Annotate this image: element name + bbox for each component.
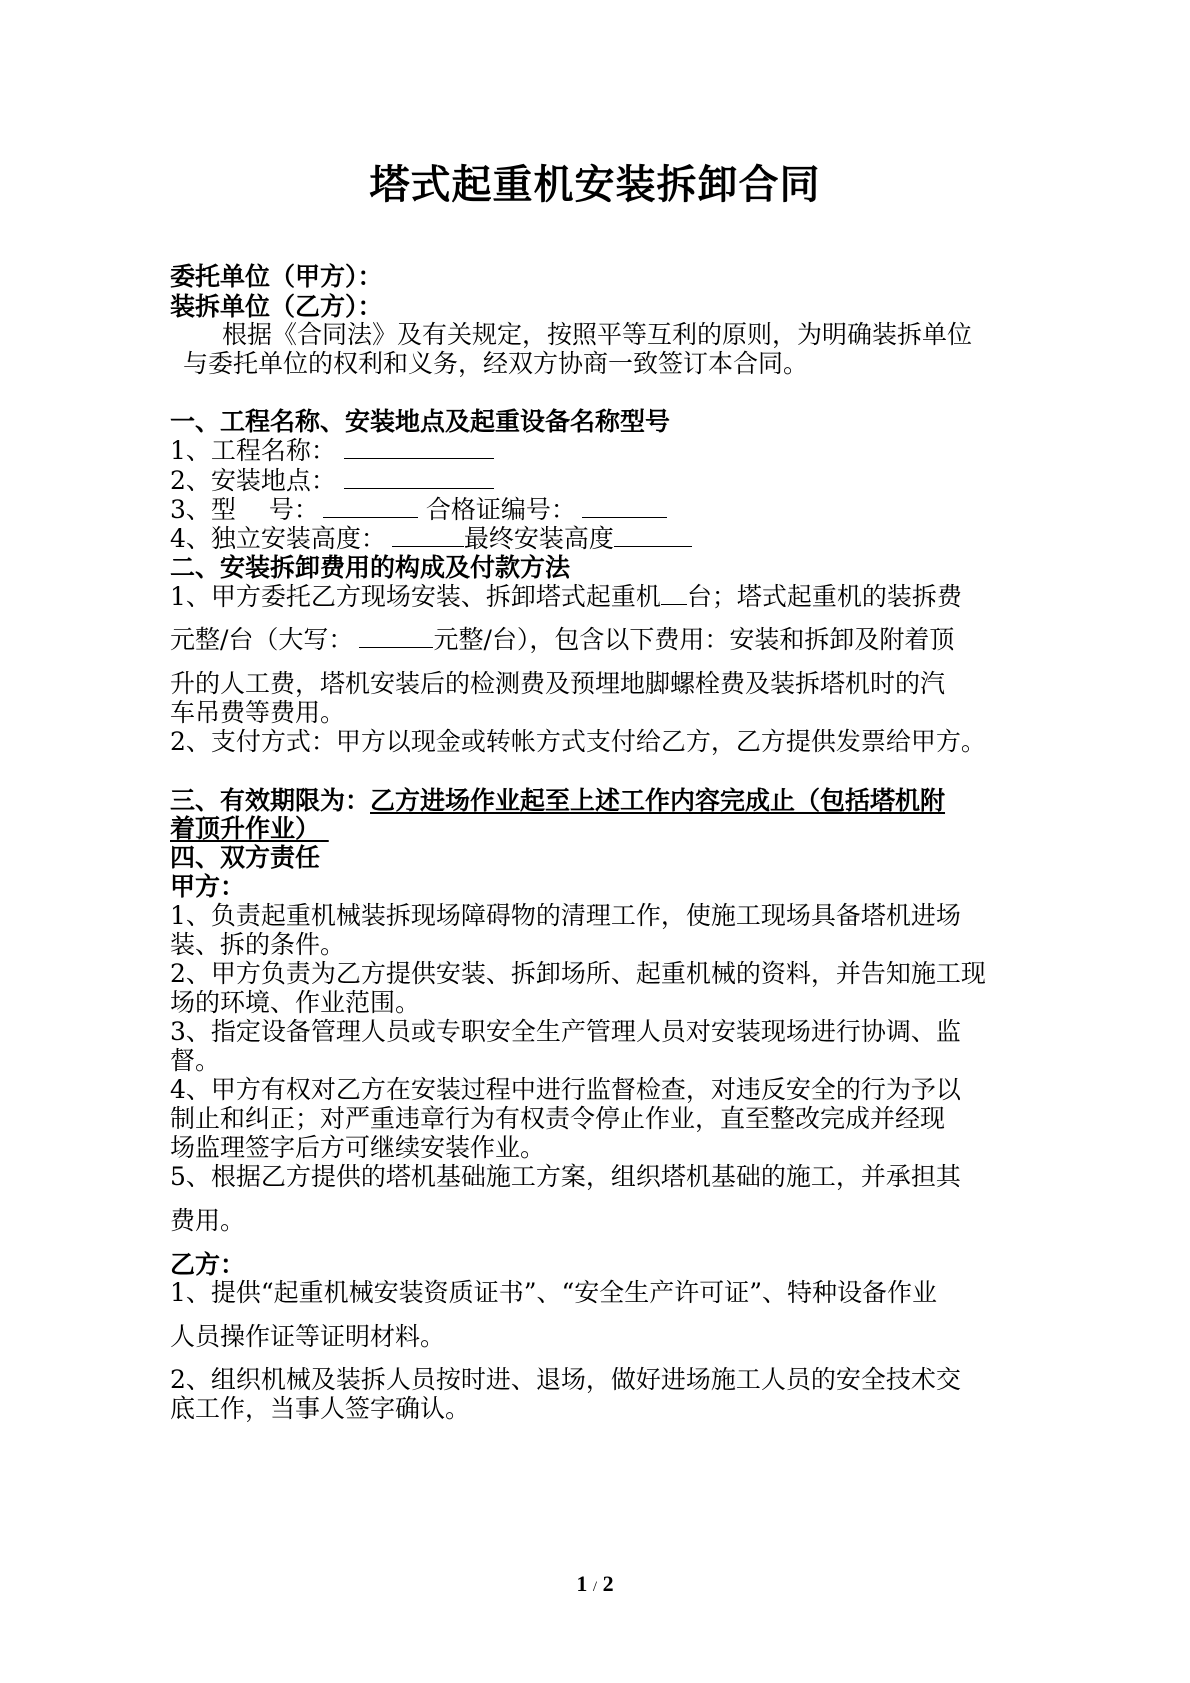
model-field[interactable] [323,495,418,518]
independent-height-label: 4、独立安装高度： [170,524,386,553]
party-a-line: 场监理签字后方可继续安装作业。 [170,1133,546,1162]
party-a-line: 2、甲方负责为乙方提供安装、拆卸场所、起重机械的资料，并告知施工现 [170,959,986,988]
party-a-line: 1、负责起重机械装拆现场障碍物的清理工作，使施工现场具备塔机进场 [170,901,961,930]
page-separator: / [592,1579,598,1595]
party-a-label: 委托单位（甲方）： [170,262,383,291]
payment-method: 2、支付方式：甲方以现金或转帐方式支付给乙方，乙方提供发票给甲方。 [170,727,986,756]
crane-count-field[interactable] [661,582,687,605]
fee-text-1: 1、甲方委托乙方现场安装、拆卸塔式起重机 [170,582,661,611]
section-4-heading: 四、双方责任 [170,843,321,872]
fee-line-3: 升的人工费，塔机安装后的检测费及预埋地脚螺栓费及装拆塔机时的汽 [170,669,946,698]
validity-period-line-2: 着顶升作业） [170,814,321,843]
fee-line-4: 车吊费等费用。 [170,698,346,727]
section-3-heading: 三、有效期限为： [170,786,371,815]
party-b-responsibility-label: 乙方： [170,1250,246,1279]
party-a-line: 费用。 [170,1206,246,1235]
project-name-label: 1、工程名称： [170,436,336,465]
install-location-field[interactable] [344,466,494,489]
page-current: 1 [576,1571,588,1596]
party-b-line: 人员操作证等证明材料。 [170,1322,446,1351]
party-a-line: 3、指定设备管理人员或专职安全生产管理人员对安装现场进行协调、监 [170,1017,961,1046]
preamble-line-2: 与委托单位的权利和义务，经双方协商一致签订本合同。 [183,349,809,378]
project-name-row [170,436,494,466]
final-height-label: 最终安装高度 [463,524,614,553]
party-a-line: 督。 [170,1046,221,1075]
party-b-line: 2、组织机械及装拆人员按时进、退场，做好进场施工人员的安全技术交 [170,1365,961,1394]
fee-text-4: 元整/台），包含以下费用：安装和拆卸及附着顶 [433,625,955,654]
party-a-responsibility-label: 甲方： [170,872,246,901]
section-1-heading: 一、工程名称、安装地点及起重设备名称型号 [170,407,671,436]
party-a-line: 装、拆的条件。 [170,930,346,959]
fee-line-1 [170,582,962,612]
certificate-no-field[interactable] [582,495,667,518]
party-b-label: 装拆单位（乙方）： [170,292,383,321]
model-row [170,495,667,525]
final-height-field[interactable] [614,524,692,547]
section-2-heading: 二、安装拆卸费用的构成及付款方法 [170,553,571,582]
validity-period-line-1: 乙方进场作业起至上述工作内容完成止（包括塔机附 [370,786,946,815]
install-location-row [170,466,494,496]
page-total: 2 [602,1571,614,1596]
fee-line-2 [170,625,954,655]
party-a-line: 场的环境、作业范围。 [170,988,421,1017]
install-location-label: 2、安装地点： [170,466,336,495]
document-title: 塔式起重机安装拆卸合同 [369,162,821,208]
height-row [170,524,692,554]
section-3-row-2 [170,814,344,844]
preamble-line-1: 根据《合同法》及有关规定，按照平等互利的原则，为明确装拆单位 [222,320,973,349]
page-number [0,1571,1190,1597]
independent-height-field[interactable] [392,524,464,547]
fee-uppercase-field[interactable] [359,625,433,648]
fee-text-3: 元整/台（大写： [170,625,354,654]
project-name-field[interactable] [344,436,494,459]
section-3-row [170,786,945,816]
certificate-no-label: 合格证编号： [425,495,576,524]
party-a-line: 制止和纠正；对严重违章行为有权责令停止作业，直至整改完成并经现 [170,1104,946,1133]
fee-text-2: 台；塔式起重机的装拆费 [686,582,962,611]
underline-pad [320,814,344,844]
party-b-line: 底工作，当事人签字确认。 [170,1394,471,1423]
party-a-line: 5、根据乙方提供的塔机基础施工方案，组织塔机基础的施工，并承担其 [170,1162,961,1191]
party-a-line: 4、甲方有权对乙方在安装过程中进行监督检查，对违反安全的行为予以 [170,1075,961,1104]
party-b-line: 1、提供“起重机械安装资质证书”、“安全生产许可证”、特种设备作业 [170,1278,938,1307]
model-label: 3、型 号： [170,495,319,524]
